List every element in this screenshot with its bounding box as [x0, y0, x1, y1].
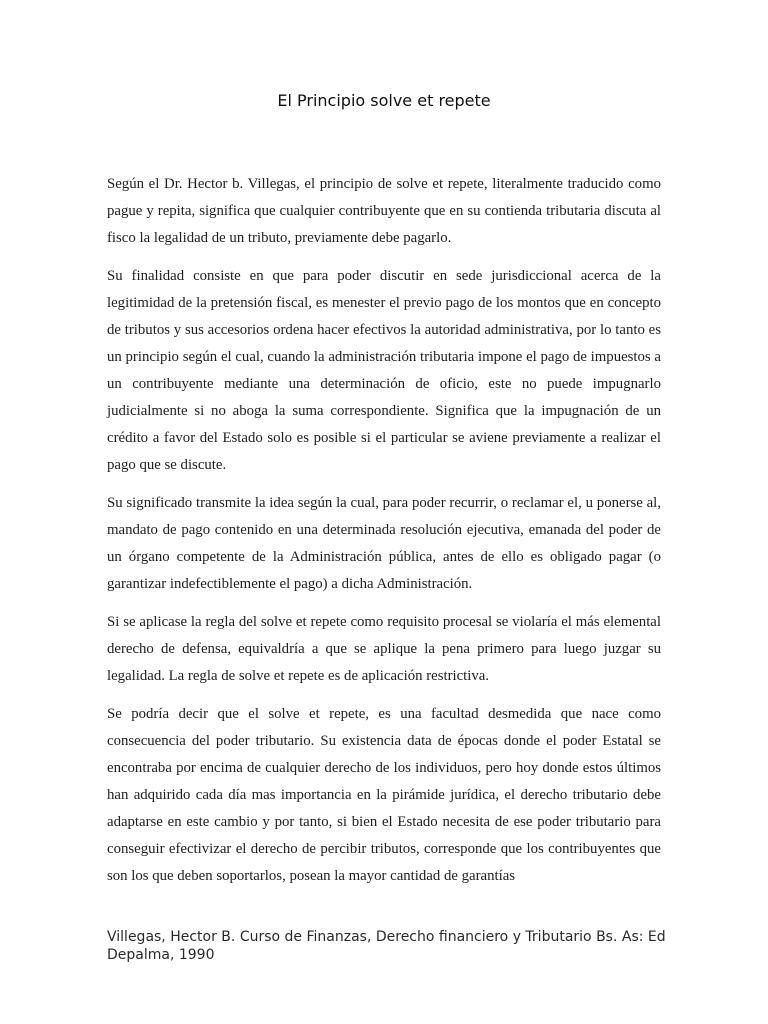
footnote-citation: Villegas, Hector B. Curso de Finanzas, Derecho financiero y Tributario Bs. As: Ed Depalma, 1990	[107, 929, 666, 963]
paragraph-4: Si se aplicase la regla del solve et repete como requisito procesal se violaría el más elemental derecho de defensa, equivaldría a que se aplique la pena primero para luego juzgar su legalidad. La regla de solve et repete es de aplicación restrictiva.	[107, 614, 661, 684]
document-title: El Principio solve et repete	[277, 91, 491, 110]
document-body	[107, 171, 661, 890]
paragraph-3: Su significado transmite la idea según la cual, para poder recurrir, o reclamar el, u ponerse al, mandato de pago contenido en una determinada resolución ejecutiva, emanada del poder de un órgano competente de la Administración pública, antes de ello es obligado pagar (o garantizar indefectiblemente el pago) a dicha Administración.	[107, 495, 661, 592]
paragraph-1: Según el Dr. Hector b. Villegas, el principio de solve et repete, literalmente traducido como pague y repita, significa que cualquier contribuyente que en su contienda tributaria discuta al fisco la legalidad de un tributo, previamente debe pagarlo.	[107, 176, 661, 246]
paragraph-2: Su finalidad consiste en que para poder discutir en sede jurisdiccional acerca de la legitimidad de la pretensión fiscal, es menester el previo pago de los montos que en concepto de tributos y sus accesorios ordena hacer efectivos la autoridad administrativa, por lo tanto es un principio según el cual, cuando la administración tributaria impone el pago de impuestos a un contribuyente mediante una determinación de oficio, este no puede impugnarlo judicialmente si no aboga la suma correspondiente. Significa que la impugnación de un crédito a favor del Estado solo es posible si el particular se aviene previamente a realizar el pago que se discute.	[107, 268, 661, 473]
paragraph-5: Se podría decir que el solve et repete, es una facultad desmedida que nace como consecuencia del poder tributario. Su existencia data de épocas donde el poder Estatal se encontraba por encima de cualquier derecho de los individuos, pero hoy donde estos últimos han adquirido cada día mas importancia en la pirámide jurídica, el derecho tributario debe adaptarse en este cambio y por tanto, si bien el Estado necesita de ese poder tributario para conseguir efectivizar el derecho de percibir tributos, corresponde que los contribuyentes que son los que deben soportarlos, posean la mayor cantidad de garantías	[107, 706, 661, 884]
